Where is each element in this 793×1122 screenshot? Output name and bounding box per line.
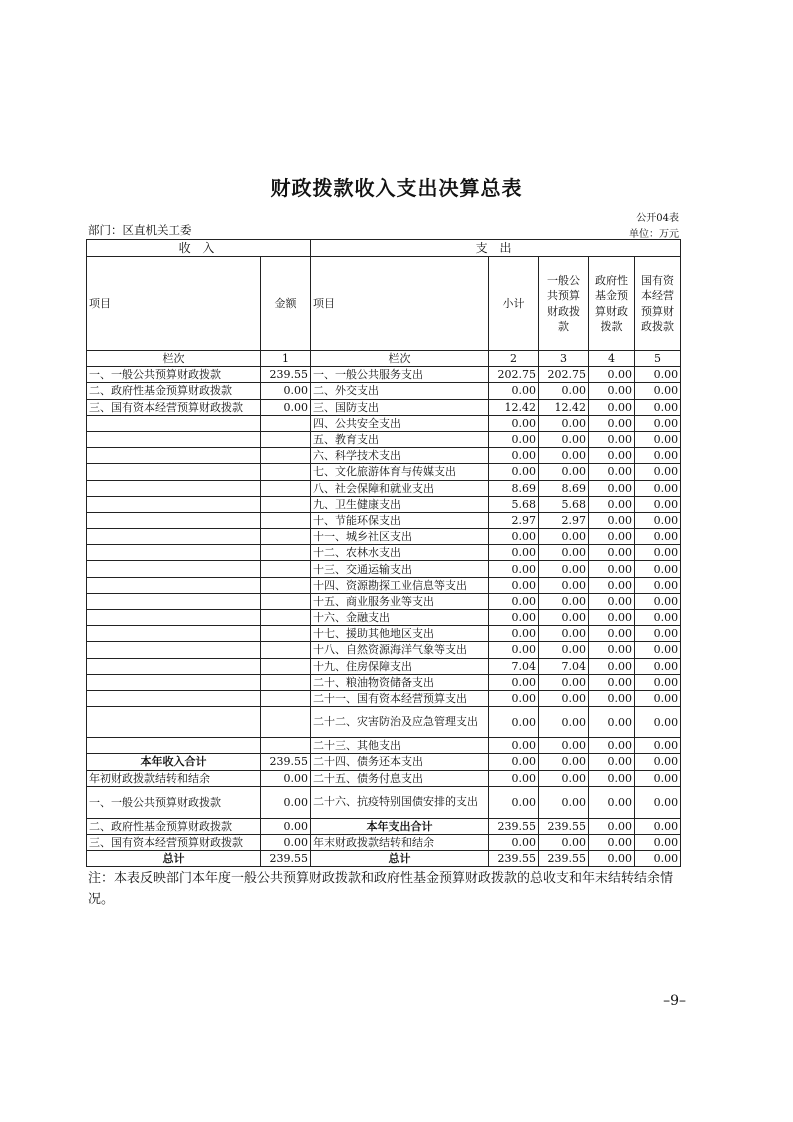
table-row: [87, 464, 681, 480]
subtotal-cell: 0.00: [489, 545, 539, 561]
income-amount-cell: [261, 642, 311, 658]
state-capital-cell: 0.00: [635, 658, 681, 674]
expense-item-cell: 十八、自然资源海洋气象等支出: [311, 642, 489, 658]
state-capital-cell: 0.00: [635, 818, 681, 834]
table-row: [87, 707, 681, 738]
state-capital-cell: 0.00: [635, 851, 681, 867]
state-capital-cell: 0.00: [635, 690, 681, 706]
general-budget-cell: 239.55: [539, 818, 589, 834]
subtotal-cell: 0.00: [489, 593, 539, 609]
gov-fund-cell: 0.00: [589, 674, 635, 690]
gov-fund-cell: 0.00: [589, 512, 635, 528]
gov-fund-cell: 0.00: [589, 529, 635, 545]
state-capital-cell: 0.00: [635, 770, 681, 786]
subtotal-cell: 7.04: [489, 658, 539, 674]
table-row: [87, 674, 681, 690]
income-amount-cell: [261, 545, 311, 561]
expense-item-cell: 十七、援助其他地区支出: [311, 626, 489, 642]
general-budget-cell: 2.97: [539, 512, 589, 528]
state-capital-cell: 0.00: [635, 383, 681, 399]
subtotal-cell: 0.00: [489, 754, 539, 770]
gov-fund-cell: 0.00: [589, 448, 635, 464]
expense-item-cell: 年末财政拨款结转和结余: [311, 834, 489, 850]
state-capital-cell: 0.00: [635, 448, 681, 464]
income-item-cell: [87, 707, 261, 738]
amount-header: 金额: [261, 257, 311, 351]
income-amount-cell: [261, 610, 311, 626]
expense-item-cell: 九、卫生健康支出: [311, 496, 489, 512]
state-capital-cell: 0.00: [635, 367, 681, 383]
expense-item-cell: 四、公共安全支出: [311, 415, 489, 431]
general-budget-cell: 0.00: [539, 448, 589, 464]
income-amount-cell: [261, 561, 311, 577]
general-budget-cell: 0.00: [539, 707, 589, 738]
col-index-1: 1: [261, 351, 311, 367]
general-budget-cell: 0.00: [539, 770, 589, 786]
subtotal-cell: 0.00: [489, 674, 539, 690]
income-amount-cell: 239.55: [261, 754, 311, 770]
gov-fund-cell: 0.00: [589, 818, 635, 834]
subtotal-cell: 0.00: [489, 383, 539, 399]
gov-fund-cell: 0.00: [589, 738, 635, 754]
general-budget-cell: 12.42: [539, 399, 589, 415]
gov-fund-cell: 0.00: [589, 545, 635, 561]
income-amount-cell: [261, 690, 311, 706]
gov-fund-cell: 0.00: [589, 480, 635, 496]
state-capital-cell: 0.00: [635, 834, 681, 850]
income-item-cell: 一、一般公共预算财政拨款: [87, 367, 261, 383]
gov-fund-cell: 0.00: [589, 658, 635, 674]
state-capital-cell: 0.00: [635, 674, 681, 690]
income-section-header: 收 入: [87, 240, 311, 257]
col-index-5: 5: [635, 351, 681, 367]
gov-fund-cell: 0.00: [589, 415, 635, 431]
income-item-cell: [87, 738, 261, 754]
subtotal-cell: 0.00: [489, 690, 539, 706]
state-capital-cell: 0.00: [635, 626, 681, 642]
state-capital-cell: 0.00: [635, 480, 681, 496]
table-row: [87, 448, 681, 464]
state-capital-cell: 0.00: [635, 529, 681, 545]
income-item-cell: [87, 690, 261, 706]
state-capital-cell: 0.00: [635, 707, 681, 738]
col-index-2: 2: [489, 351, 539, 367]
expense-item-cell: 二十二、灾害防治及应急管理支出: [311, 707, 489, 738]
state-capital-cell: 0.00: [635, 786, 681, 818]
income-amount-cell: [261, 577, 311, 593]
income-amount-cell: [261, 658, 311, 674]
col-index-4: 4: [589, 351, 635, 367]
general-budget-cell: 239.55: [539, 851, 589, 867]
income-item-cell: [87, 658, 261, 674]
subtotal-cell: 5.68: [489, 496, 539, 512]
income-amount-cell: [261, 415, 311, 431]
subtotal-cell: 0.00: [489, 415, 539, 431]
income-item-cell: [87, 448, 261, 464]
income-amount-cell: [261, 431, 311, 447]
state-capital-cell: 0.00: [635, 415, 681, 431]
expense-item-cell: 二、外交支出: [311, 383, 489, 399]
gov-fund-cell: 0.00: [589, 834, 635, 850]
gov-fund-cell: 0.00: [589, 383, 635, 399]
income-amount-cell: 0.00: [261, 770, 311, 786]
general-budget-cell: 0.00: [539, 610, 589, 626]
income-amount-cell: 0.00: [261, 383, 311, 399]
income-amount-cell: [261, 626, 311, 642]
income-amount-cell: [261, 707, 311, 738]
state-capital-cell: 0.00: [635, 577, 681, 593]
table-row: [87, 577, 681, 593]
table-row: [87, 431, 681, 447]
gov-fund-header: 政府性基金预算财政拨款: [589, 257, 635, 351]
page-title: 财政拨款收入支出决算总表: [270, 176, 523, 200]
row-label-2: 栏次: [311, 351, 489, 367]
subtotal-cell: 0.00: [489, 448, 539, 464]
unit-label: 单位：万元: [629, 229, 679, 240]
income-amount-cell: [261, 512, 311, 528]
gov-fund-cell: 0.00: [589, 851, 635, 867]
state-capital-cell: 0.00: [635, 545, 681, 561]
income-item-cell: [87, 464, 261, 480]
general-budget-cell: 0.00: [539, 561, 589, 577]
expense-item-cell: 十六、金融支出: [311, 610, 489, 626]
gov-fund-cell: 0.00: [589, 464, 635, 480]
expense-section-header: 支 出: [311, 240, 681, 257]
state-capital-cell: 0.00: [635, 431, 681, 447]
subtotal-cell: 0.00: [489, 561, 539, 577]
expense-item-cell: 本年支出合计: [311, 818, 489, 834]
table-row: [87, 834, 681, 850]
general-budget-cell: 0.00: [539, 593, 589, 609]
footnote: 注：本表反映部门本年度一般公共预算财政拨款和政府性基金预算财政拨款的总收支和年末结转结余情况。: [88, 871, 674, 907]
general-budget-cell: 0.00: [539, 754, 589, 770]
subtotal-cell: 0.00: [489, 642, 539, 658]
gov-fund-cell: 0.00: [589, 770, 635, 786]
table-row: [87, 496, 681, 512]
general-budget-cell: 0.00: [539, 431, 589, 447]
gov-fund-cell: 0.00: [589, 754, 635, 770]
expense-item-cell: 二十六、抗疫特别国债安排的支出: [311, 786, 489, 818]
table-row: [87, 512, 681, 528]
expense-item-cell: 十一、城乡社区支出: [311, 529, 489, 545]
page-number: –9–: [663, 993, 686, 1009]
general-budget-cell: 0.00: [539, 642, 589, 658]
general-budget-cell: 0.00: [539, 738, 589, 754]
budget-table: [86, 239, 681, 867]
income-item-cell: 一、一般公共预算财政拨款: [87, 786, 261, 818]
income-item-cell: 总计: [87, 851, 261, 867]
general-budget-cell: 0.00: [539, 529, 589, 545]
table-row: [87, 399, 681, 415]
gov-fund-cell: 0.00: [589, 690, 635, 706]
general-budget-cell: 8.69: [539, 480, 589, 496]
income-item-cell: [87, 610, 261, 626]
gov-fund-cell: 0.00: [589, 610, 635, 626]
income-item-cell: [87, 512, 261, 528]
income-item-cell: 二、政府性基金预算财政拨款: [87, 818, 261, 834]
expense-item-cell: 二十三、其他支出: [311, 738, 489, 754]
income-item-cell: 三、国有资本经营预算财政拨款: [87, 834, 261, 850]
state-capital-cell: 0.00: [635, 754, 681, 770]
expense-item-cell: 十五、商业服务业等支出: [311, 593, 489, 609]
expense-item-cell: 七、文化旅游体育与传媒支出: [311, 464, 489, 480]
income-item-cell: [87, 593, 261, 609]
table-row: [87, 545, 681, 561]
subtotal-cell: 0.00: [489, 786, 539, 818]
income-amount-cell: [261, 496, 311, 512]
subtotal-cell: 0.00: [489, 770, 539, 786]
subtotal-cell: 0.00: [489, 707, 539, 738]
gov-fund-cell: 0.00: [589, 496, 635, 512]
column-header-row: [87, 257, 681, 351]
income-item-cell: [87, 561, 261, 577]
expense-item-cell: 总计: [311, 851, 489, 867]
subtotal-cell: 0.00: [489, 834, 539, 850]
subtotal-cell: 202.75: [489, 367, 539, 383]
expense-item-cell: 三、国防支出: [311, 399, 489, 415]
expense-item-cell: 五、教育支出: [311, 431, 489, 447]
income-item-cell: [87, 480, 261, 496]
income-item-cell: [87, 415, 261, 431]
subtotal-cell: 0.00: [489, 529, 539, 545]
income-item-cell: [87, 545, 261, 561]
income-item-cell: [87, 674, 261, 690]
subtotal-cell: 0.00: [489, 431, 539, 447]
subtotal-cell: 2.97: [489, 512, 539, 528]
income-amount-cell: [261, 529, 311, 545]
subtotal-header: 小计: [489, 257, 539, 351]
gov-fund-cell: 0.00: [589, 642, 635, 658]
state-capital-cell: 0.00: [635, 642, 681, 658]
income-amount-cell: [261, 480, 311, 496]
general-budget-cell: 0.00: [539, 415, 589, 431]
general-budget-cell: 0.00: [539, 786, 589, 818]
subtotal-cell: 0.00: [489, 577, 539, 593]
gov-fund-cell: 0.00: [589, 399, 635, 415]
expense-item-cell: 二十五、债务付息支出: [311, 770, 489, 786]
subtotal-cell: 0.00: [489, 626, 539, 642]
general-budget-cell: 0.00: [539, 383, 589, 399]
expense-item-cell: 十三、交通运输支出: [311, 561, 489, 577]
subtotal-cell: 0.00: [489, 464, 539, 480]
state-capital-cell: 0.00: [635, 593, 681, 609]
expense-item-cell: 十九、住房保障支出: [311, 658, 489, 674]
section-header-row: [87, 240, 681, 257]
expense-item-cell: 十四、资源勘探工业信息等支出: [311, 577, 489, 593]
gov-fund-cell: 0.00: [589, 367, 635, 383]
income-amount-cell: 0.00: [261, 399, 311, 415]
general-budget-cell: 5.68: [539, 496, 589, 512]
income-amount-cell: [261, 738, 311, 754]
income-amount-cell: 239.55: [261, 851, 311, 867]
income-amount-cell: 0.00: [261, 786, 311, 818]
income-item-cell: [87, 642, 261, 658]
item-header: 项目: [87, 257, 261, 351]
general-budget-cell: 0.00: [539, 834, 589, 850]
subtotal-cell: 8.69: [489, 480, 539, 496]
table-row: [87, 658, 681, 674]
state-capital-cell: 0.00: [635, 464, 681, 480]
income-amount-cell: 239.55: [261, 367, 311, 383]
gov-fund-cell: 0.00: [589, 626, 635, 642]
expense-item-cell: 六、科学技术支出: [311, 448, 489, 464]
gov-fund-cell: 0.00: [589, 786, 635, 818]
state-capital-cell: 0.00: [635, 496, 681, 512]
subtotal-cell: 0.00: [489, 738, 539, 754]
column-index-row: [87, 351, 681, 367]
income-item-cell: 二、政府性基金预算财政拨款: [87, 383, 261, 399]
gov-fund-cell: 0.00: [589, 431, 635, 447]
income-item-cell: 三、国有资本经营预算财政拨款: [87, 399, 261, 415]
table-row: [87, 690, 681, 706]
table-row: [87, 738, 681, 754]
income-item-cell: [87, 496, 261, 512]
state-capital-cell: 0.00: [635, 610, 681, 626]
general-budget-cell: 7.04: [539, 658, 589, 674]
state-capital-cell: 0.00: [635, 512, 681, 528]
income-item-cell: [87, 626, 261, 642]
income-item-cell: 本年收入合计: [87, 754, 261, 770]
gov-fund-cell: 0.00: [589, 593, 635, 609]
row-label: 栏次: [87, 351, 261, 367]
income-amount-cell: [261, 674, 311, 690]
income-item-cell: [87, 577, 261, 593]
expense-item-cell: 二十一、国有资本经营预算支出: [311, 690, 489, 706]
expense-item-header: 项目: [311, 257, 489, 351]
form-code: 公开04表: [636, 213, 679, 224]
table-row: [87, 383, 681, 399]
table-row: [87, 561, 681, 577]
subtotal-cell: 239.55: [489, 818, 539, 834]
table-row: [87, 610, 681, 626]
table-row: [87, 367, 681, 383]
income-item-cell: [87, 431, 261, 447]
income-amount-cell: 0.00: [261, 834, 311, 850]
subtotal-cell: 239.55: [489, 851, 539, 867]
state-capital-header: 国有资本经营预算财政拨款: [635, 257, 681, 351]
table-row: [87, 754, 681, 770]
income-amount-cell: [261, 464, 311, 480]
general-budget-cell: 202.75: [539, 367, 589, 383]
table-row: [87, 818, 681, 834]
gov-fund-cell: 0.00: [589, 561, 635, 577]
state-capital-cell: 0.00: [635, 738, 681, 754]
income-item-cell: [87, 529, 261, 545]
general-budget-cell: 0.00: [539, 464, 589, 480]
table-row: [87, 626, 681, 642]
gov-fund-cell: 0.00: [589, 577, 635, 593]
gov-fund-cell: 0.00: [589, 707, 635, 738]
table-row: [87, 415, 681, 431]
general-budget-cell: 0.00: [539, 674, 589, 690]
general-budget-cell: 0.00: [539, 545, 589, 561]
general-budget-header: 一般公共预算财政拨款: [539, 257, 589, 351]
subtotal-cell: 0.00: [489, 610, 539, 626]
state-capital-cell: 0.00: [635, 561, 681, 577]
table-row: [87, 480, 681, 496]
income-amount-cell: [261, 448, 311, 464]
general-budget-cell: 0.00: [539, 690, 589, 706]
income-amount-cell: [261, 593, 311, 609]
subtotal-cell: 12.42: [489, 399, 539, 415]
department-label: 部门：区直机关工委: [88, 223, 192, 237]
expense-item-cell: 二十、粮油物资储备支出: [311, 674, 489, 690]
expense-item-cell: 二十四、债务还本支出: [311, 754, 489, 770]
table-row: [87, 529, 681, 545]
general-budget-cell: 0.00: [539, 577, 589, 593]
income-item-cell: 年初财政拨款结转和结余: [87, 770, 261, 786]
income-amount-cell: 0.00: [261, 818, 311, 834]
col-index-3: 3: [539, 351, 589, 367]
table-row: [87, 642, 681, 658]
expense-item-cell: 八、社会保障和就业支出: [311, 480, 489, 496]
expense-item-cell: 十、节能环保支出: [311, 512, 489, 528]
table-row: [87, 770, 681, 786]
expense-item-cell: 一、一般公共服务支出: [311, 367, 489, 383]
general-budget-cell: 0.00: [539, 626, 589, 642]
expense-item-cell: 十二、农林水支出: [311, 545, 489, 561]
state-capital-cell: 0.00: [635, 399, 681, 415]
table-row: [87, 851, 681, 867]
table-row: [87, 786, 681, 818]
table-row: [87, 593, 681, 609]
